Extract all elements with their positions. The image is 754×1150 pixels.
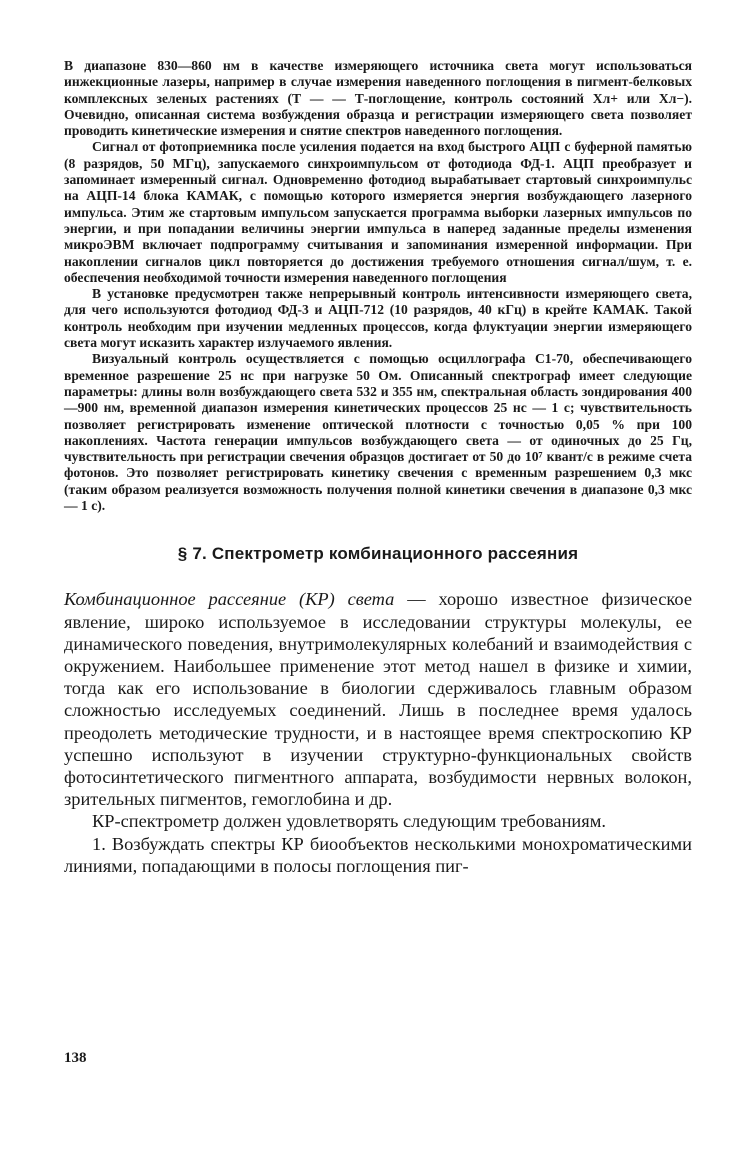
paragraph: Визуальный контроль осуществляется с помощью осциллографа С1-70, обеспечивающего временное разрешение 25 нс при нагрузке 50 Ом. Описанный спектрограф имеет следующие параметры: длины волн возбуждающего света 532 и 355 нм, спектральная область зондирования 400—900 нм, временной диапазон измерения кинетических процессов 25 нс — 1 с; чувствительность позволяет регистрировать изменение оптической плотности с точностью 0,05 % при 100 накоплениях. Частота генерации импульсов возбуждающего света — от одиночных до 25 Гц, чувствительность при регистрации свечения образцов достигает от 50 до 10⁷ квант/с в режиме счета фотонов. Это позволяет регистрировать кинетику свечения с временным разрешением 0,3 мкс (таким образом реализуется возможность получения полной кинетики свечения в диапазоне 0,3 мкс — 1 с).	[64, 351, 692, 514]
section-text	[64, 588, 692, 877]
page-number: 138	[64, 1050, 87, 1066]
body-text	[64, 58, 692, 514]
paragraph: КР-спектрометр должен удовлетворять следующим требованиям.	[92, 811, 606, 832]
paragraph: 1. Возбуждать спектры КР биообъектов несколькими монохроматическими линиями, попадающими в полосы поглощения пиг-	[64, 833, 692, 876]
section-heading: § 7. Спектрометр комбинационного рассеяния	[177, 544, 579, 564]
intro-rest: — хорошо известное физическое явление, широко используемое в исследовании структуры молекулы, ее динамического поведения, внутримолекулярных колебаний и взаимодействия с окружением. Наибольшее применение этот метод нашел в физике и химии, тогда как его использование в биологии сдерживалось главным образом сложностью исследуемых соединений. Лишь в последнее время удалось преодолеть методические трудности, и в настоящее время спектроскопию КР успешно используют в изучении структурно-функциональных свойств фотосинтетического пигментного аппарата, возбудимости нервных волокон, зрительных пигментов, гемоглобина и др.	[64, 589, 692, 810]
paragraph: В установке предусмотрен также непрерывный контроль интенсивности измеряющего света, для чего используются фотодиод ФД-3 и АЦП-712 (10 разрядов, 40 кГц) в крейте КАМАК. Такой контроль необходим при изучении медленных процессов, когда флуктуации энергии измеряющего света могут исказить характер излучаемого явления.	[64, 286, 692, 351]
term: Комбинационное рассеяние (КР) света	[64, 589, 395, 610]
paragraph: Сигнал от фотоприемника после усиления подается на вход быстрого АЦП с буферной памятью (8 разрядов, 50 МГц), запускаемого синхроимпульсом от фотодиода ФД-1. АЦП преобразует и запоминает измеренный сигнал. Одновременно фотодиод вырабатывает стартовый синхроимпульс на АЦП-14 блока КАМАК, с помощью которого измеряется энергия возбуждающего лазерного импульса. Этим же стартовым импульсом запускается программа выборки лазерных импульсов по энергии, и при попадании величины энергии импульса в наперед заданные пределы изменения микроЭВМ включает подпрограмму считывания и запоминания измеренной информации. При накоплении сигналов цикл повторяется до достижения требуемого отношения сигнал/шум, т. е. обеспечения необходимой точности измерения наведенного поглощения	[64, 139, 692, 285]
page-content	[64, 58, 692, 877]
paragraph: В диапазоне 830—860 нм в качестве измеряющего источника света могут использоваться инжекционные лазеры, например в случае измерения наведенного поглощения в пигмент-белковых комплексных зеленых растениях (Т — — Т-поглощение, контроль состояний Хл+ или Хл−). Очевидно, описанная система возбуждения образца и регистрации измеряющего света позволяет проводить кинетические измерения и снятие спектров наведенного поглощения.	[64, 58, 692, 139]
paragraph	[64, 588, 692, 810]
